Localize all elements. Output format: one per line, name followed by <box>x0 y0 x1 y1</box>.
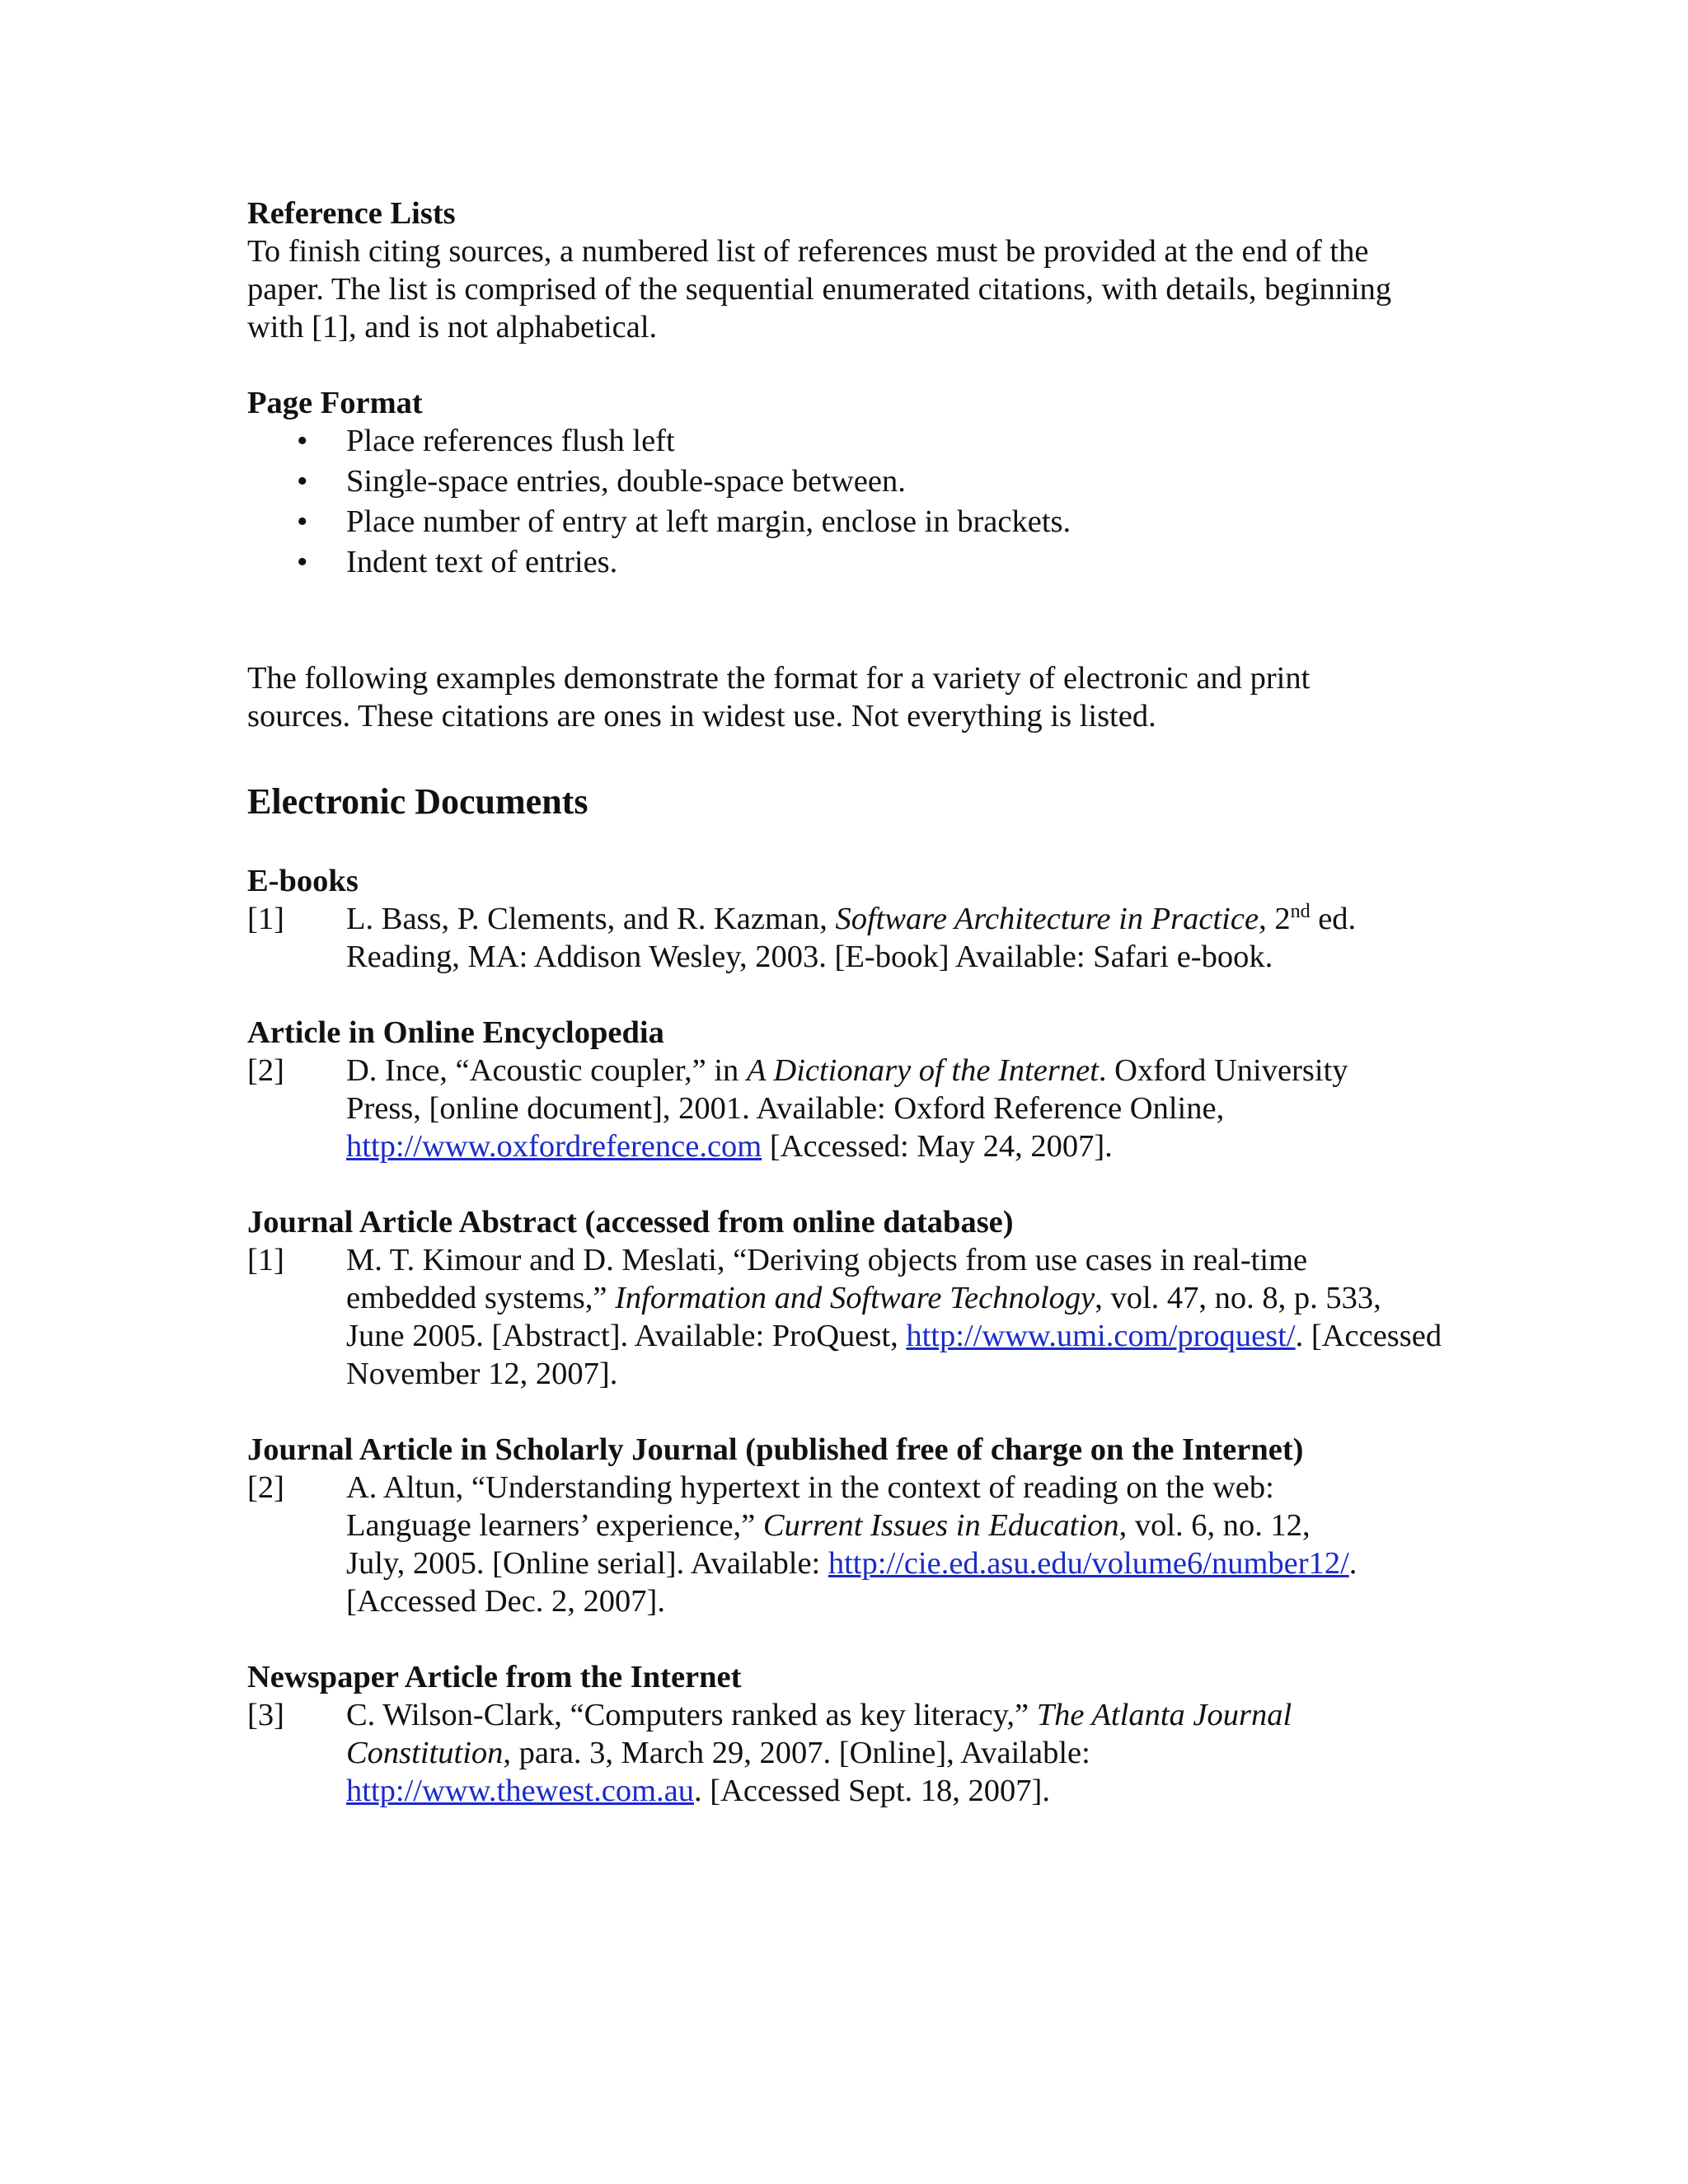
bullet-icon: • <box>297 545 308 579</box>
list-item: • Place number of entry at left margin, enclose in brackets. <box>297 504 1071 539</box>
ref-heading: Journal Article in Scholarly Journal (published free of charge on the Internet) <box>247 1432 1304 1467</box>
page-format-heading: Page Format <box>247 386 423 420</box>
ref-heading: Newspaper Article from the Internet <box>247 1660 742 1694</box>
reference-entry: [2] D. Ince, “Acoustic coupler,” in A Dictionary of the Internet. Oxford University Press, [online document], 2001. Available: Oxford Reference Online, http://www.oxfordreference.com [Accessed: May 24, 2007]. <box>247 1053 1348 1164</box>
reference-entry: [1] M. T. Kimour and D. Meslati, “Deriving objects from use cases in real-time embedded systems,” Information and Software Technology, vol. 47, no. 8, p. 533, June 2005. [Abstract]. Available: ProQuest, http://www.umi.com/proquest/. [Accessed November 12, 2007]. <box>247 1243 1442 1391</box>
reference-entry: [1] L. Bass, P. Clements, and R. Kazman, Software Architecture in Practice, 2nd ed. Reading, MA: Addison Wesley, 2003. [E-book] Available: Safari e-book. <box>247 901 1357 974</box>
list-item: • Single-space entries, double-space between. <box>297 464 906 499</box>
ref-heading: Article in Online Encyclopedia <box>247 1015 664 1050</box>
reference-link[interactable]: http://cie.ed.asu.edu/volume6/number12/ <box>828 1546 1349 1581</box>
page-format-list <box>247 422 1441 583</box>
reference-link[interactable]: http://www.umi.com/proquest/ <box>906 1319 1296 1353</box>
reference-lists-heading: Reference Lists <box>247 196 456 231</box>
ref-heading: Journal Article Abstract (accessed from online database) <box>247 1205 1014 1240</box>
reference-entry: [2] A. Altun, “Understanding hypertext in the context of reading on the web: Language learners’ experience,” Current Issues in Education, vol. 6, no. 12, July, 2005. [Online serial]. Available: http://cie.ed.asu.edu/volume6/number12/. [Accessed Dec. 2, 2007]. <box>247 1470 1357 1619</box>
bullet-icon: • <box>297 424 308 458</box>
section-title: Electronic Documents <box>247 781 588 822</box>
bullet-icon: • <box>297 504 308 539</box>
ref-number: [1] <box>247 902 284 936</box>
examples-intro: The following examples demonstrate the format for a variety of electronic and print sources. These citations are ones in widest use. Not everything is listed. <box>247 661 1311 733</box>
reference-link[interactable]: http://www.oxfordreference.com <box>346 1129 762 1164</box>
ref-number: [3] <box>247 1698 284 1732</box>
list-item: • Indent text of entries. <box>297 545 618 579</box>
ref-number: [1] <box>247 1243 284 1277</box>
reference-entry: [3] C. Wilson-Clark, “Computers ranked as key literacy,” The Atlanta Journal Constitution, para. 3, March 29, 2007. [Online], Available: http://www.thewest.com.au. [Accessed Sept. 18, 2007]. <box>247 1698 1292 1808</box>
ref-number: [2] <box>247 1470 284 1505</box>
ref-number: [2] <box>247 1053 284 1088</box>
bullet-icon: • <box>297 464 308 499</box>
reference-lists-text: To finish citing sources, a numbered list of references must be provided at the end of the paper. The list is comprised of the sequential enumerated citations, with details, beginning with [1], and is not alphabetical. <box>247 234 1392 344</box>
reference-link[interactable]: http://www.thewest.com.au <box>346 1774 694 1808</box>
ref-heading: E-books <box>247 864 359 898</box>
list-item: • Place references flush left <box>297 424 675 458</box>
